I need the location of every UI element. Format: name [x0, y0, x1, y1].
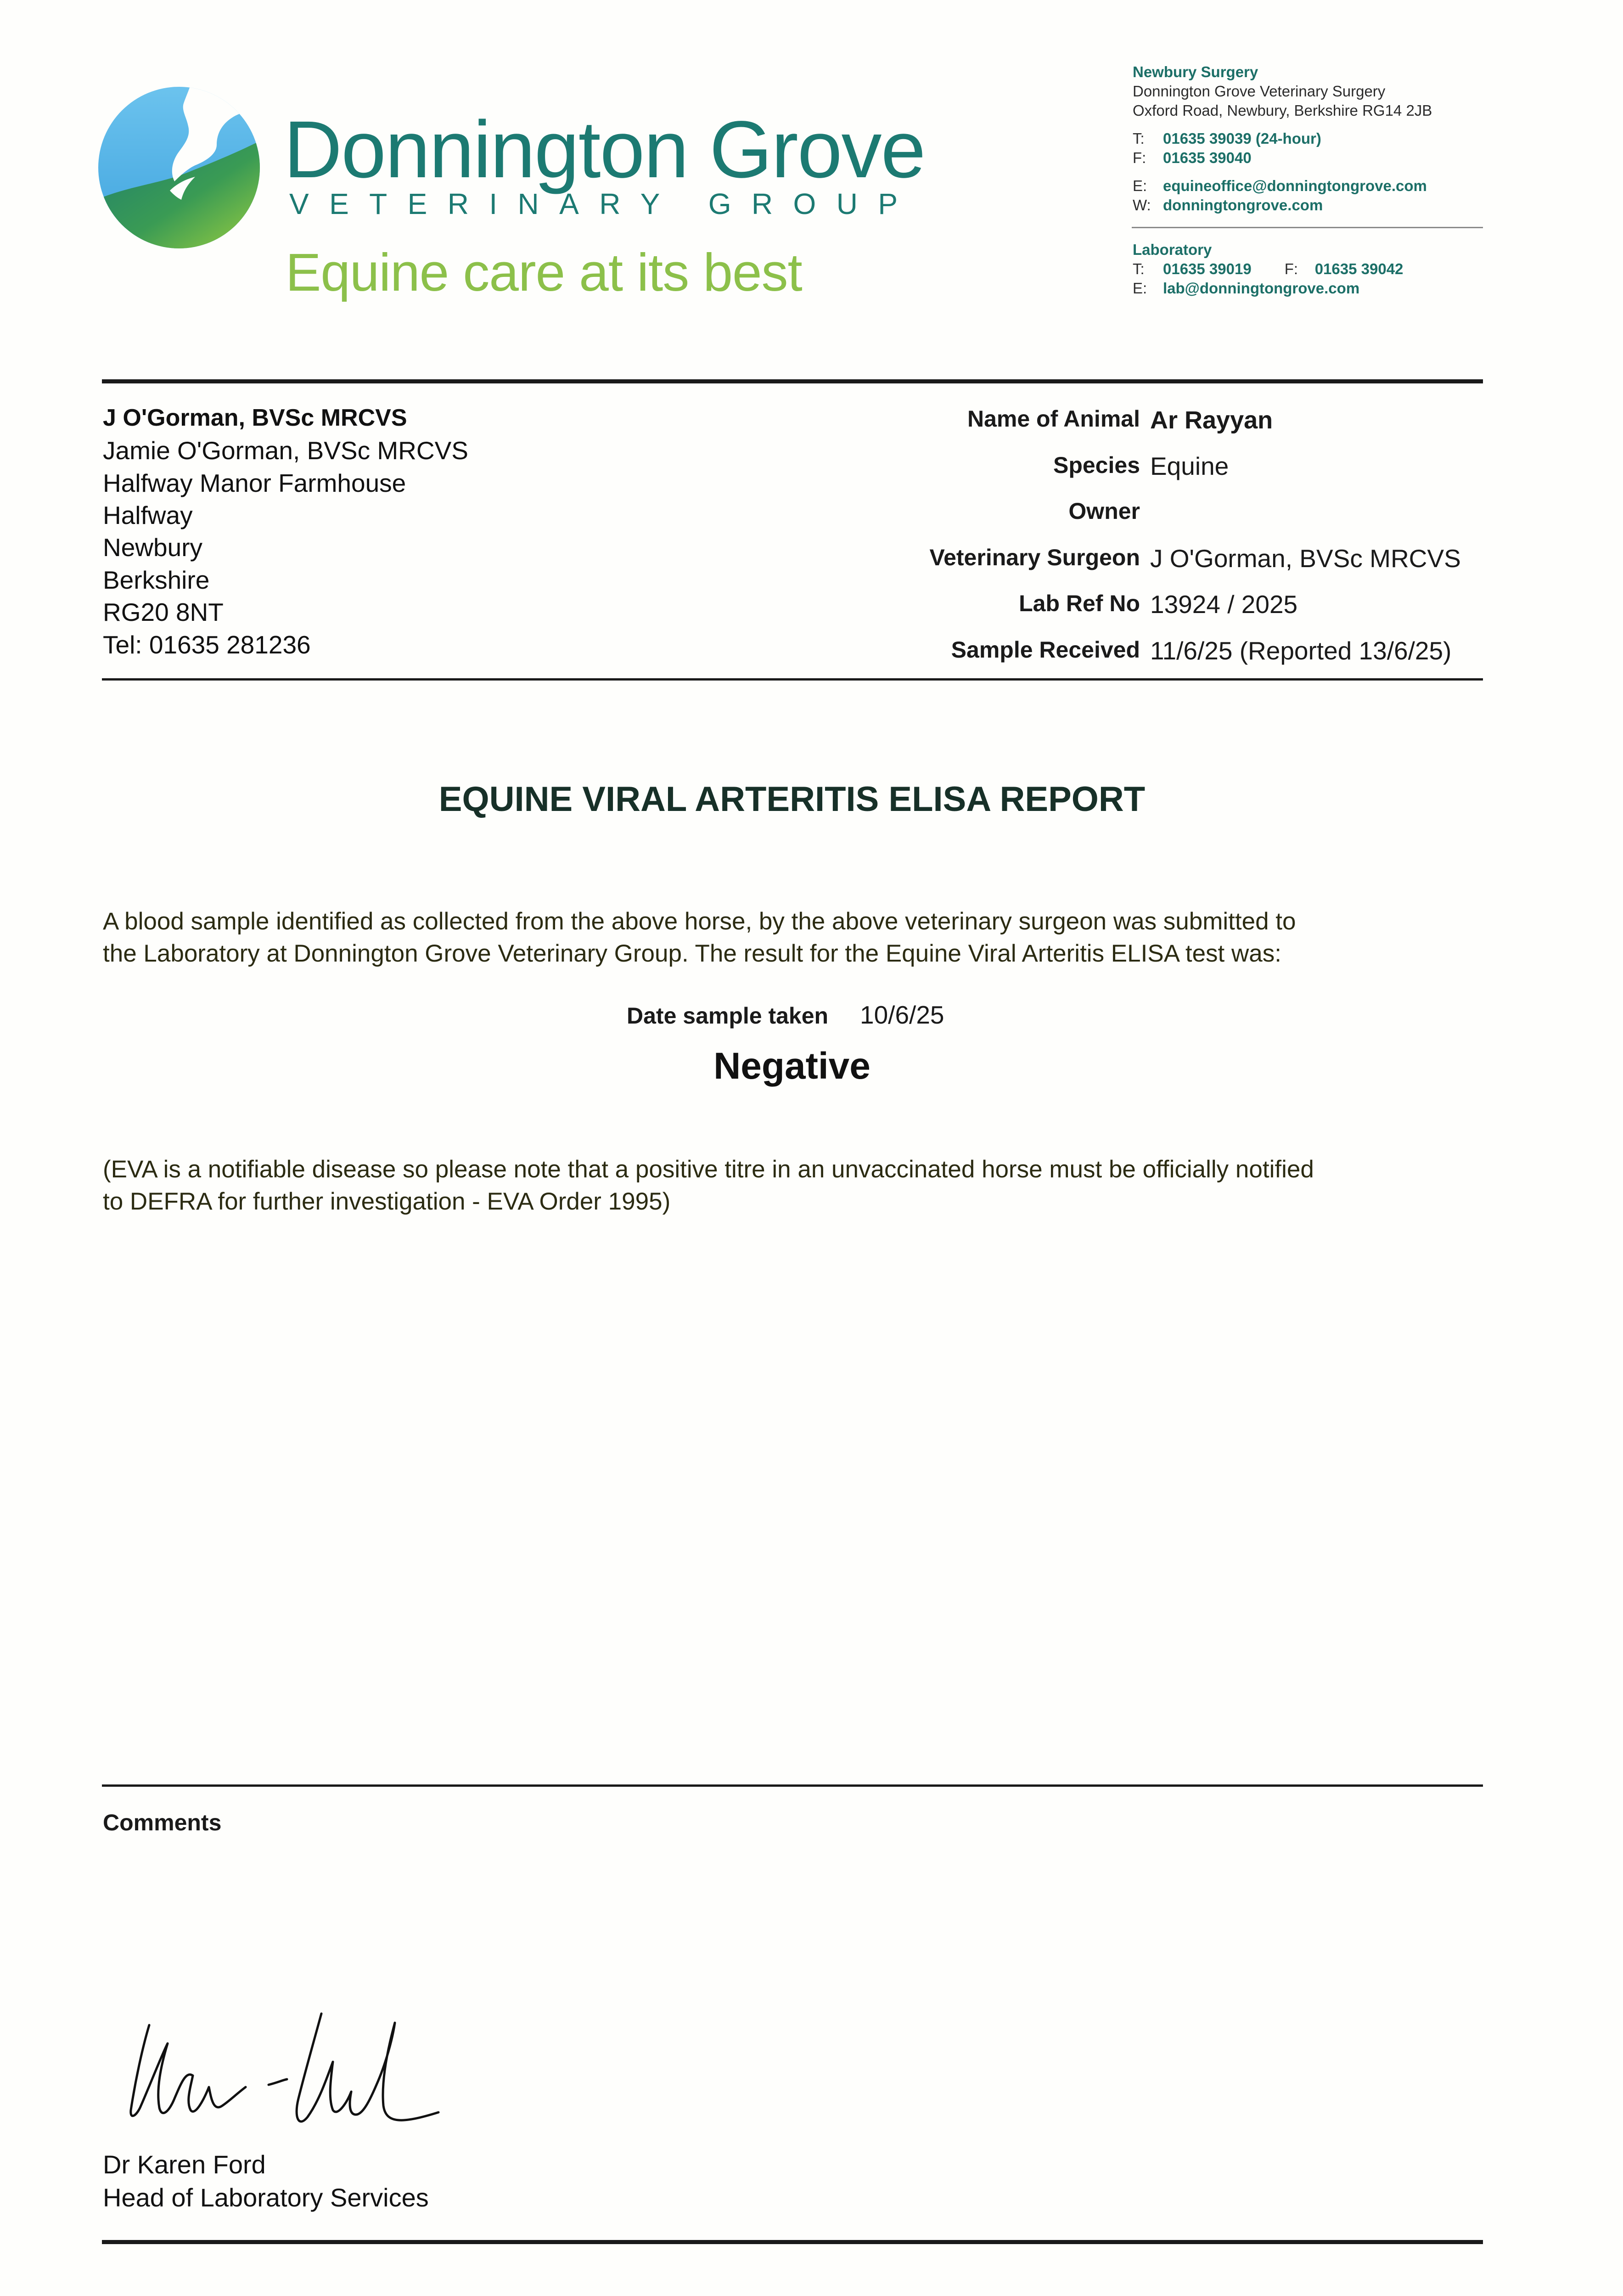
- address-line: Berkshire: [103, 566, 210, 594]
- brand-tagline: Equine care at its best: [286, 242, 802, 302]
- lab-ref-value: 13924 / 2025: [1150, 590, 1298, 619]
- lab-fax-label: F:: [1284, 260, 1298, 277]
- lab-email-label: E:: [1133, 280, 1147, 297]
- address-line: Halfway Manor Farmhouse: [103, 469, 406, 497]
- brand-subtitle: [289, 187, 900, 219]
- surgery-web: [1133, 197, 1323, 213]
- fax-label: F:: [1133, 149, 1146, 166]
- vet-surgeon-label: Veterinary Surgeon: [929, 545, 1140, 570]
- lab-email-link[interactable]: lab@donningtongrove.com: [1163, 280, 1360, 297]
- lab-email: [1133, 281, 1359, 296]
- lab-heading: Laboratory: [1133, 241, 1212, 258]
- comments-label: Comments: [103, 1810, 222, 1835]
- signatory-role: Head of Laboratory Services: [103, 2183, 429, 2212]
- surgery-address: Oxford Road, Newbury, Berkshire RG14 2JB: [1133, 102, 1432, 119]
- notifiable-note-line: (EVA is a notifiable disease so please note that a positive titre in an unvaccinated horse must be officially notified: [103, 1156, 1314, 1183]
- animal-name-value: Ar Rayyan: [1150, 406, 1273, 434]
- header-divider: [102, 379, 1483, 383]
- report-title: EQUINE VIRAL ARTERITIS ELISA REPORT: [438, 780, 1146, 819]
- notifiable-note-line: to DEFRA for further investigation - EVA Order 1995): [103, 1188, 671, 1215]
- intro-paragraph-line: A blood sample identified as collected from the above horse, by the above veterinary surgeon was submitted to: [103, 908, 1296, 935]
- recipient-name: J O'Gorman, BVSc MRCVS: [103, 405, 407, 431]
- phone-label: T:: [1133, 130, 1145, 147]
- details-divider: [102, 678, 1483, 681]
- surgery-heading: Newbury Surgery: [1133, 63, 1258, 80]
- phone-value: 01635 39039 (24-hour): [1163, 130, 1321, 147]
- lab-phone-label: T:: [1133, 260, 1145, 277]
- intro-paragraph-line: the Laboratory at Donnington Grove Veterinary Group. The result for the Equine Viral Arteritis ELISA test was:: [103, 940, 1281, 967]
- lab-phone-value: 01635 39019: [1163, 260, 1252, 277]
- lab-phone-fax: [1133, 261, 1403, 276]
- surgery-phone: [1133, 131, 1321, 146]
- brand-name: Donnington Grove: [284, 105, 925, 195]
- surgery-name: Donnington Grove Veterinary Surgery: [1133, 83, 1386, 100]
- footer-divider: [102, 2240, 1483, 2244]
- logo-icon: [96, 85, 262, 250]
- email-label: E:: [1133, 177, 1147, 194]
- fax-value: 01635 39040: [1163, 149, 1252, 166]
- address-line: Jamie O'Gorman, BVSc MRCVS: [103, 436, 468, 465]
- address-line: Halfway: [103, 501, 193, 529]
- contact-divider: [1132, 227, 1483, 228]
- recipient-telephone: Tel: 01635 281236: [103, 630, 311, 659]
- surgery-fax: [1133, 150, 1252, 165]
- vet-surgeon-value: J O'Gorman, BVSc MRCVS: [1150, 544, 1461, 573]
- signatory-name: Dr Karen Ford: [103, 2150, 266, 2179]
- date-sample-taken-value: 10/6/25: [860, 1001, 944, 1029]
- address-line: Newbury: [103, 533, 203, 562]
- owner-label: Owner: [1068, 498, 1140, 524]
- species-value: Equine: [1150, 452, 1229, 480]
- handwritten-signature: [117, 2007, 475, 2140]
- date-sample-taken-label: Date sample taken: [627, 1003, 829, 1029]
- brand-subtitle-text: VETERINARY GROUP: [289, 187, 898, 219]
- comments-divider: [102, 1784, 1483, 1787]
- email-link[interactable]: equineoffice@donningtongrove.com: [1163, 177, 1427, 194]
- surgery-email: [1133, 178, 1427, 193]
- lab-ref-label: Lab Ref No: [1019, 591, 1140, 616]
- species-label: Species: [1053, 452, 1140, 478]
- address-line: RG20 8NT: [103, 598, 224, 626]
- test-result: Negative: [713, 1045, 870, 1087]
- sample-received-value: 11/6/25 (Reported 13/6/25): [1150, 636, 1452, 665]
- sample-received-label: Sample Received: [951, 637, 1140, 663]
- web-link[interactable]: donningtongrove.com: [1163, 197, 1323, 214]
- lab-fax-value: 01635 39042: [1314, 260, 1404, 277]
- animal-name-label: Name of Animal: [967, 406, 1140, 432]
- web-label: W:: [1133, 197, 1151, 214]
